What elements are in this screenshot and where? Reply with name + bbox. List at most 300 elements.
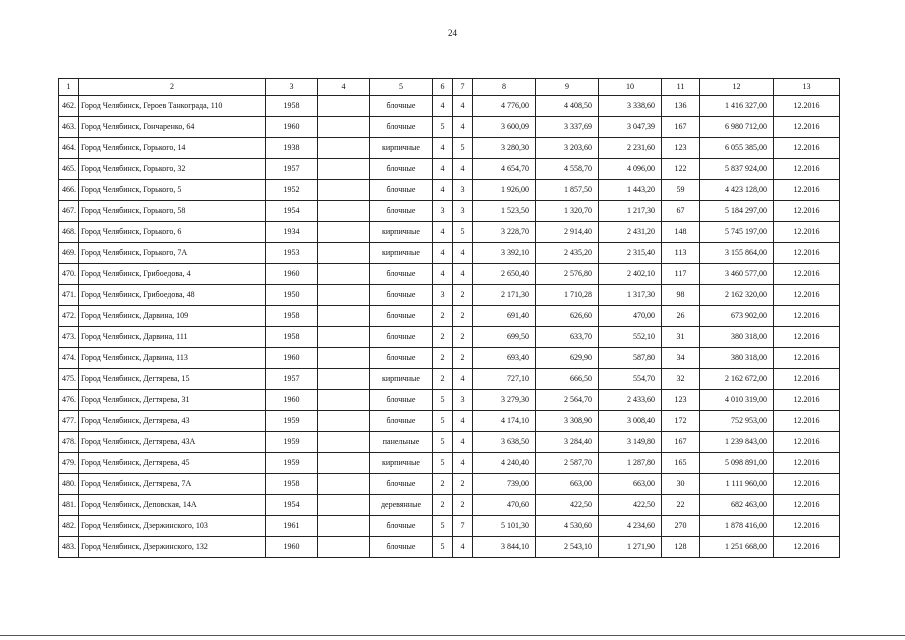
residential-area-cell: 2 315,40 <box>599 243 662 264</box>
year-commissioned-cell <box>318 138 370 159</box>
year-built-cell: 1958 <box>266 306 318 327</box>
residents-cell: 136 <box>662 96 700 117</box>
residents-cell: 123 <box>662 390 700 411</box>
table-row <box>59 474 840 495</box>
entrances-cell: 5 <box>453 138 473 159</box>
premises-area-cell: 2 543,10 <box>536 537 599 558</box>
residential-area-cell: 1 287,80 <box>599 453 662 474</box>
floors-cell: 5 <box>433 411 453 432</box>
table-row <box>59 390 840 411</box>
address-cell: Город Челябинск, Дегтярева, 45 <box>79 453 266 474</box>
floors-cell: 3 <box>433 285 453 306</box>
bottom-divider <box>0 635 905 636</box>
year-built-cell: 1938 <box>266 138 318 159</box>
row-number-cell: 462. <box>59 96 79 117</box>
table-row <box>59 369 840 390</box>
entrances-cell: 4 <box>453 453 473 474</box>
year-commissioned-cell <box>318 432 370 453</box>
floors-cell: 5 <box>433 453 453 474</box>
total-area-cell: 1 523,50 <box>473 201 536 222</box>
row-number-cell: 479. <box>59 453 79 474</box>
wall-material-cell: блочные <box>370 516 433 537</box>
year-commissioned-cell <box>318 453 370 474</box>
year-commissioned-cell <box>318 117 370 138</box>
address-cell: Город Челябинск, Дегтярева, 15 <box>79 369 266 390</box>
residents-cell: 67 <box>662 201 700 222</box>
year-built-cell: 1960 <box>266 264 318 285</box>
table-row <box>59 537 840 558</box>
year-commissioned-cell <box>318 348 370 369</box>
address-cell: Город Челябинск, Героев Танкограда, 110 <box>79 96 266 117</box>
year-built-cell: 1934 <box>266 222 318 243</box>
year-commissioned-cell <box>318 327 370 348</box>
wall-material-cell: кирпичные <box>370 138 433 159</box>
column-header-11: 11 <box>662 79 700 96</box>
residential-area-cell: 4 234,60 <box>599 516 662 537</box>
premises-area-cell: 2 576,80 <box>536 264 599 285</box>
row-number-cell: 469. <box>59 243 79 264</box>
residents-cell: 270 <box>662 516 700 537</box>
row-number-cell: 474. <box>59 348 79 369</box>
address-cell: Город Челябинск, Дарвина, 111 <box>79 327 266 348</box>
year-built-cell: 1954 <box>266 495 318 516</box>
estimated-cost-cell: 6 055 385,00 <box>700 138 774 159</box>
entrances-cell: 4 <box>453 537 473 558</box>
planned-date-cell: 12.2016 <box>774 516 840 537</box>
entrances-cell: 2 <box>453 285 473 306</box>
address-cell: Город Челябинск, Грибоедова, 48 <box>79 285 266 306</box>
floors-cell: 2 <box>433 327 453 348</box>
planned-date-cell: 12.2016 <box>774 180 840 201</box>
year-built-cell: 1960 <box>266 537 318 558</box>
wall-material-cell: блочные <box>370 390 433 411</box>
table-row <box>59 222 840 243</box>
year-built-cell: 1959 <box>266 432 318 453</box>
address-cell: Город Челябинск, Горького, 32 <box>79 159 266 180</box>
premises-area-cell: 3 308,90 <box>536 411 599 432</box>
floors-cell: 5 <box>433 516 453 537</box>
residents-cell: 34 <box>662 348 700 369</box>
entrances-cell: 4 <box>453 369 473 390</box>
wall-material-cell: блочные <box>370 201 433 222</box>
residents-cell: 31 <box>662 327 700 348</box>
year-commissioned-cell <box>318 180 370 201</box>
premises-area-cell: 3 203,60 <box>536 138 599 159</box>
planned-date-cell: 12.2016 <box>774 159 840 180</box>
year-built-cell: 1957 <box>266 369 318 390</box>
planned-date-cell: 12.2016 <box>774 432 840 453</box>
premises-area-cell: 1 320,70 <box>536 201 599 222</box>
floors-cell: 4 <box>433 180 453 201</box>
year-built-cell: 1959 <box>266 453 318 474</box>
table-row <box>59 516 840 537</box>
year-built-cell: 1958 <box>266 327 318 348</box>
residents-cell: 26 <box>662 306 700 327</box>
address-cell: Город Челябинск, Дегтярева, 43 <box>79 411 266 432</box>
table-header <box>59 79 840 96</box>
wall-material-cell: деревянные <box>370 495 433 516</box>
total-area-cell: 4 240,40 <box>473 453 536 474</box>
year-commissioned-cell <box>318 495 370 516</box>
estimated-cost-cell: 3 460 577,00 <box>700 264 774 285</box>
wall-material-cell: блочные <box>370 411 433 432</box>
estimated-cost-cell: 5 184 297,00 <box>700 201 774 222</box>
premises-area-cell: 633,70 <box>536 327 599 348</box>
row-number-cell: 481. <box>59 495 79 516</box>
wall-material-cell: блочные <box>370 537 433 558</box>
year-commissioned-cell <box>318 285 370 306</box>
wall-material-cell: панельные <box>370 432 433 453</box>
table-row <box>59 243 840 264</box>
entrances-cell: 2 <box>453 474 473 495</box>
wall-material-cell: кирпичные <box>370 369 433 390</box>
column-header-3: 3 <box>266 79 318 96</box>
residential-area-cell: 422,50 <box>599 495 662 516</box>
year-built-cell: 1958 <box>266 474 318 495</box>
row-number-cell: 476. <box>59 390 79 411</box>
row-number-cell: 482. <box>59 516 79 537</box>
premises-area-cell: 4 558,70 <box>536 159 599 180</box>
floors-cell: 2 <box>433 495 453 516</box>
premises-area-cell: 629,90 <box>536 348 599 369</box>
year-commissioned-cell <box>318 369 370 390</box>
premises-area-cell: 1 857,50 <box>536 180 599 201</box>
residential-area-cell: 1 271,90 <box>599 537 662 558</box>
address-cell: Город Челябинск, Дегтярева, 7А <box>79 474 266 495</box>
entrances-cell: 4 <box>453 264 473 285</box>
total-area-cell: 2 650,40 <box>473 264 536 285</box>
planned-date-cell: 12.2016 <box>774 411 840 432</box>
residential-area-cell: 3 008,40 <box>599 411 662 432</box>
residential-area-cell: 1 317,30 <box>599 285 662 306</box>
address-cell: Город Челябинск, Горького, 14 <box>79 138 266 159</box>
total-area-cell: 699,50 <box>473 327 536 348</box>
total-area-cell: 3 280,30 <box>473 138 536 159</box>
year-commissioned-cell <box>318 306 370 327</box>
residential-area-cell: 663,00 <box>599 474 662 495</box>
address-cell: Город Челябинск, Дарвина, 109 <box>79 306 266 327</box>
estimated-cost-cell: 4 423 128,00 <box>700 180 774 201</box>
floors-cell: 5 <box>433 390 453 411</box>
floors-cell: 2 <box>433 348 453 369</box>
entrances-cell: 4 <box>453 243 473 264</box>
floors-cell: 4 <box>433 138 453 159</box>
column-header-6: 6 <box>433 79 453 96</box>
address-cell: Город Челябинск, Горького, 5 <box>79 180 266 201</box>
address-cell: Город Челябинск, Горького, 58 <box>79 201 266 222</box>
planned-date-cell: 12.2016 <box>774 474 840 495</box>
residential-area-cell: 3 047,39 <box>599 117 662 138</box>
entrances-cell: 4 <box>453 117 473 138</box>
entrances-cell: 3 <box>453 180 473 201</box>
total-area-cell: 739,00 <box>473 474 536 495</box>
residents-cell: 30 <box>662 474 700 495</box>
estimated-cost-cell: 682 463,00 <box>700 495 774 516</box>
row-number-cell: 477. <box>59 411 79 432</box>
column-header-5: 5 <box>370 79 433 96</box>
year-built-cell: 1960 <box>266 348 318 369</box>
residential-area-cell: 2 433,60 <box>599 390 662 411</box>
total-area-cell: 727,10 <box>473 369 536 390</box>
row-number-cell: 473. <box>59 327 79 348</box>
column-header-9: 9 <box>536 79 599 96</box>
residential-area-cell: 3 338,60 <box>599 96 662 117</box>
row-number-cell: 470. <box>59 264 79 285</box>
year-commissioned-cell <box>318 96 370 117</box>
year-commissioned-cell <box>318 159 370 180</box>
total-area-cell: 693,40 <box>473 348 536 369</box>
entrances-cell: 4 <box>453 411 473 432</box>
floors-cell: 5 <box>433 537 453 558</box>
table-row <box>59 327 840 348</box>
table-row <box>59 180 840 201</box>
residential-area-cell: 4 096,00 <box>599 159 662 180</box>
entrances-cell: 5 <box>453 222 473 243</box>
row-number-cell: 467. <box>59 201 79 222</box>
table-row <box>59 432 840 453</box>
estimated-cost-cell: 2 162 672,00 <box>700 369 774 390</box>
residents-cell: 172 <box>662 411 700 432</box>
wall-material-cell: блочные <box>370 306 433 327</box>
address-cell: Город Челябинск, Дзержинского, 132 <box>79 537 266 558</box>
year-built-cell: 1954 <box>266 201 318 222</box>
planned-date-cell: 12.2016 <box>774 369 840 390</box>
wall-material-cell: блочные <box>370 117 433 138</box>
year-commissioned-cell <box>318 201 370 222</box>
residents-cell: 128 <box>662 537 700 558</box>
column-header-12: 12 <box>700 79 774 96</box>
residential-area-cell: 2 402,10 <box>599 264 662 285</box>
address-cell: Город Челябинск, Горького, 7А <box>79 243 266 264</box>
year-commissioned-cell <box>318 390 370 411</box>
estimated-cost-cell: 4 010 319,00 <box>700 390 774 411</box>
table-row <box>59 138 840 159</box>
wall-material-cell: кирпичные <box>370 243 433 264</box>
residents-cell: 167 <box>662 432 700 453</box>
table-row <box>59 453 840 474</box>
table-row <box>59 285 840 306</box>
entrances-cell: 2 <box>453 327 473 348</box>
total-area-cell: 3 600,09 <box>473 117 536 138</box>
wall-material-cell: блочные <box>370 264 433 285</box>
premises-area-cell: 666,50 <box>536 369 599 390</box>
planned-date-cell: 12.2016 <box>774 537 840 558</box>
floors-cell: 5 <box>433 117 453 138</box>
total-area-cell: 1 926,00 <box>473 180 536 201</box>
entrances-cell: 7 <box>453 516 473 537</box>
table-body <box>59 96 840 558</box>
table-row <box>59 264 840 285</box>
column-header-2: 2 <box>79 79 266 96</box>
premises-area-cell: 2 564,70 <box>536 390 599 411</box>
estimated-cost-cell: 1 111 960,00 <box>700 474 774 495</box>
residents-cell: 32 <box>662 369 700 390</box>
wall-material-cell: блочные <box>370 327 433 348</box>
year-built-cell: 1961 <box>266 516 318 537</box>
residential-area-cell: 587,80 <box>599 348 662 369</box>
residential-area-cell: 554,70 <box>599 369 662 390</box>
wall-material-cell: кирпичные <box>370 222 433 243</box>
entrances-cell: 3 <box>453 390 473 411</box>
residents-cell: 165 <box>662 453 700 474</box>
residential-area-cell: 2 231,60 <box>599 138 662 159</box>
year-built-cell: 1958 <box>266 96 318 117</box>
table-row <box>59 96 840 117</box>
estimated-cost-cell: 1 416 327,00 <box>700 96 774 117</box>
residential-area-cell: 3 149,80 <box>599 432 662 453</box>
floors-cell: 4 <box>433 222 453 243</box>
residential-area-cell: 552,10 <box>599 327 662 348</box>
estimated-cost-cell: 5 837 924,00 <box>700 159 774 180</box>
table-row <box>59 348 840 369</box>
wall-material-cell: блочные <box>370 285 433 306</box>
address-cell: Город Челябинск, Дегтярева, 43А <box>79 432 266 453</box>
wall-material-cell: кирпичные <box>370 453 433 474</box>
year-built-cell: 1952 <box>266 180 318 201</box>
planned-date-cell: 12.2016 <box>774 117 840 138</box>
planned-date-cell: 12.2016 <box>774 222 840 243</box>
total-area-cell: 5 101,30 <box>473 516 536 537</box>
entrances-cell: 2 <box>453 348 473 369</box>
year-built-cell: 1960 <box>266 117 318 138</box>
row-number-cell: 463. <box>59 117 79 138</box>
year-commissioned-cell <box>318 264 370 285</box>
wall-material-cell: блочные <box>370 474 433 495</box>
table-row <box>59 306 840 327</box>
planned-date-cell: 12.2016 <box>774 327 840 348</box>
total-area-cell: 3 228,70 <box>473 222 536 243</box>
residents-cell: 22 <box>662 495 700 516</box>
year-built-cell: 1957 <box>266 159 318 180</box>
page-number: 24 <box>448 28 457 38</box>
address-cell: Город Челябинск, Гончаренко, 64 <box>79 117 266 138</box>
planned-date-cell: 12.2016 <box>774 138 840 159</box>
residential-area-cell: 2 431,20 <box>599 222 662 243</box>
residents-cell: 167 <box>662 117 700 138</box>
wall-material-cell: блочные <box>370 159 433 180</box>
entrances-cell: 2 <box>453 306 473 327</box>
estimated-cost-cell: 752 953,00 <box>700 411 774 432</box>
floors-cell: 2 <box>433 474 453 495</box>
floors-cell: 4 <box>433 96 453 117</box>
year-commissioned-cell <box>318 516 370 537</box>
residents-cell: 98 <box>662 285 700 306</box>
total-area-cell: 3 638,50 <box>473 432 536 453</box>
header-row <box>59 79 840 96</box>
table-row <box>59 117 840 138</box>
year-built-cell: 1950 <box>266 285 318 306</box>
estimated-cost-cell: 6 980 712,00 <box>700 117 774 138</box>
housing-registry-table <box>58 78 840 558</box>
premises-area-cell: 2 435,20 <box>536 243 599 264</box>
planned-date-cell: 12.2016 <box>774 306 840 327</box>
floors-cell: 2 <box>433 306 453 327</box>
row-number-cell: 464. <box>59 138 79 159</box>
estimated-cost-cell: 1 239 843,00 <box>700 432 774 453</box>
year-commissioned-cell <box>318 222 370 243</box>
residential-area-cell: 470,00 <box>599 306 662 327</box>
estimated-cost-cell: 1 251 668,00 <box>700 537 774 558</box>
floors-cell: 3 <box>433 201 453 222</box>
premises-area-cell: 4 408,50 <box>536 96 599 117</box>
premises-area-cell: 3 284,40 <box>536 432 599 453</box>
table-row <box>59 411 840 432</box>
planned-date-cell: 12.2016 <box>774 495 840 516</box>
residents-cell: 117 <box>662 264 700 285</box>
planned-date-cell: 12.2016 <box>774 96 840 117</box>
row-number-cell: 483. <box>59 537 79 558</box>
row-number-cell: 472. <box>59 306 79 327</box>
premises-area-cell: 1 710,28 <box>536 285 599 306</box>
entrances-cell: 4 <box>453 159 473 180</box>
total-area-cell: 470,60 <box>473 495 536 516</box>
entrances-cell: 3 <box>453 201 473 222</box>
row-number-cell: 466. <box>59 180 79 201</box>
table-row <box>59 201 840 222</box>
year-commissioned-cell <box>318 243 370 264</box>
column-header-8: 8 <box>473 79 536 96</box>
planned-date-cell: 12.2016 <box>774 453 840 474</box>
year-commissioned-cell <box>318 411 370 432</box>
estimated-cost-cell: 1 878 416,00 <box>700 516 774 537</box>
estimated-cost-cell: 2 162 320,00 <box>700 285 774 306</box>
row-number-cell: 465. <box>59 159 79 180</box>
wall-material-cell: блочные <box>370 180 433 201</box>
estimated-cost-cell: 5 098 891,00 <box>700 453 774 474</box>
year-built-cell: 1953 <box>266 243 318 264</box>
residential-area-cell: 1 217,30 <box>599 201 662 222</box>
residents-cell: 113 <box>662 243 700 264</box>
planned-date-cell: 12.2016 <box>774 348 840 369</box>
total-area-cell: 3 844,10 <box>473 537 536 558</box>
residential-area-cell: 1 443,20 <box>599 180 662 201</box>
address-cell: Город Челябинск, Дегтярева, 31 <box>79 390 266 411</box>
total-area-cell: 4 174,10 <box>473 411 536 432</box>
row-number-cell: 478. <box>59 432 79 453</box>
column-header-1: 1 <box>59 79 79 96</box>
column-header-7: 7 <box>453 79 473 96</box>
total-area-cell: 2 171,30 <box>473 285 536 306</box>
year-built-cell: 1960 <box>266 390 318 411</box>
address-cell: Город Челябинск, Деповская, 14А <box>79 495 266 516</box>
total-area-cell: 4 654,70 <box>473 159 536 180</box>
estimated-cost-cell: 380 318,00 <box>700 327 774 348</box>
table-row <box>59 495 840 516</box>
year-commissioned-cell <box>318 474 370 495</box>
premises-area-cell: 663,00 <box>536 474 599 495</box>
premises-area-cell: 4 530,60 <box>536 516 599 537</box>
floors-cell: 2 <box>433 369 453 390</box>
estimated-cost-cell: 5 745 197,00 <box>700 222 774 243</box>
estimated-cost-cell: 673 902,00 <box>700 306 774 327</box>
address-cell: Город Челябинск, Дарвина, 113 <box>79 348 266 369</box>
year-built-cell: 1959 <box>266 411 318 432</box>
total-area-cell: 4 776,00 <box>473 96 536 117</box>
floors-cell: 4 <box>433 243 453 264</box>
entrances-cell: 2 <box>453 495 473 516</box>
row-number-cell: 480. <box>59 474 79 495</box>
address-cell: Город Челябинск, Горького, 6 <box>79 222 266 243</box>
column-header-4: 4 <box>318 79 370 96</box>
estimated-cost-cell: 380 318,00 <box>700 348 774 369</box>
row-number-cell: 468. <box>59 222 79 243</box>
estimated-cost-cell: 3 155 864,00 <box>700 243 774 264</box>
year-commissioned-cell <box>318 537 370 558</box>
entrances-cell: 4 <box>453 432 473 453</box>
row-number-cell: 471. <box>59 285 79 306</box>
column-header-10: 10 <box>599 79 662 96</box>
row-number-cell: 475. <box>59 369 79 390</box>
